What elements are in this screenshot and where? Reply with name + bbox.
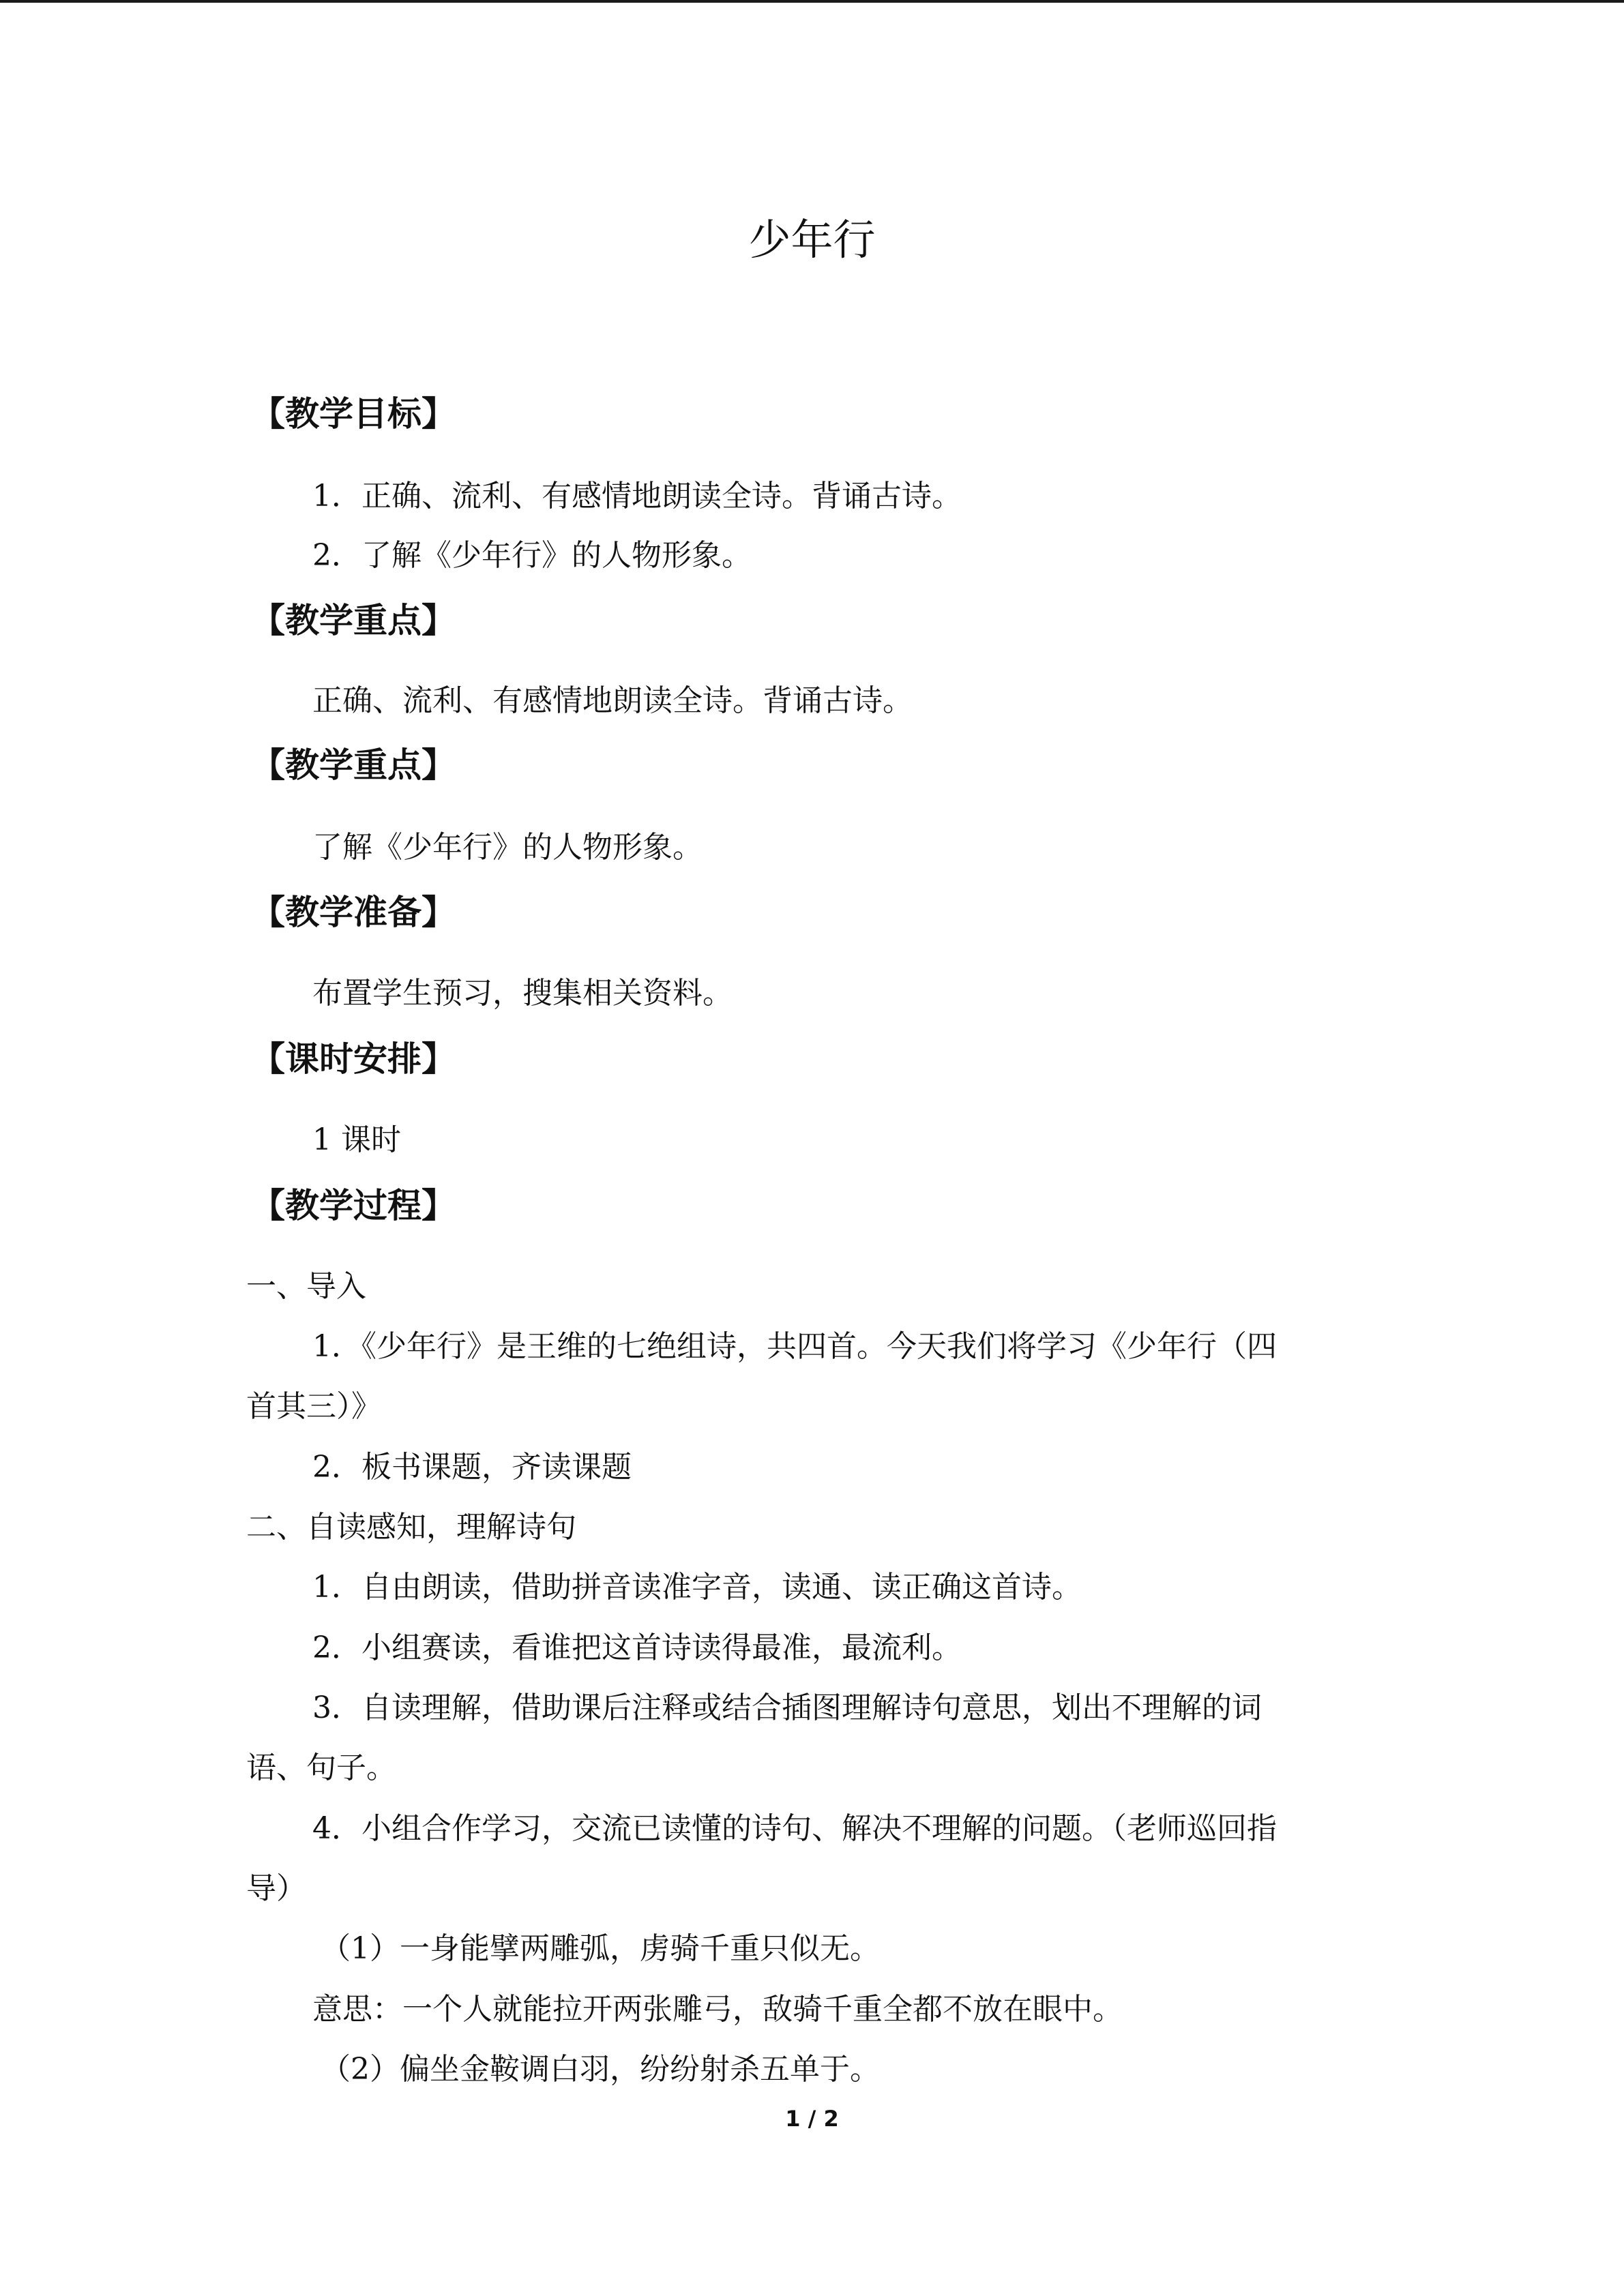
part1-item2: 2．板书课题，齐读课题 — [312, 1450, 632, 1485]
heading-key-points: 【教学重点】 — [251, 601, 456, 640]
objective-item-2: 2．了解《少年行》的人物形象。 — [312, 538, 752, 573]
heading-preparation: 【教学准备】 — [251, 893, 456, 932]
objective-item-1: 1．正确、流利、有感情地朗读全诗。背诵古诗。 — [312, 479, 962, 513]
part2-item3-line1: 3．自读理解，借助课后注释或结合插图理解诗句意思，划出不理解的词 — [312, 1690, 1262, 1725]
heading-schedule: 【课时安排】 — [251, 1039, 456, 1079]
heading-process: 【教学过程】 — [251, 1186, 456, 1225]
preparation-text: 布置学生预习，搜集相关资料。 — [312, 976, 733, 1011]
schedule-text: 1 课时 — [312, 1122, 401, 1157]
document-title: 少年行 — [748, 215, 876, 265]
part1-item1-line1: 1．《少年行》是王维的七绝组诗，共四首。今天我们将学习《少年行（四 — [312, 1329, 1277, 1364]
part2-title: 二、自读感知，理解诗句 — [246, 1510, 576, 1545]
part2-item3-line2: 语、句子。 — [246, 1750, 396, 1785]
key-points-text: 正确、流利、有感情地朗读全诗。背诵古诗。 — [312, 683, 913, 718]
verse-2: （2）偏坐金鞍调白羽，纷纷射杀五单于。 — [321, 2052, 880, 2087]
top-border — [0, 0, 1624, 3]
part2-item4-line1: 4．小组合作学习，交流已读懂的诗句、解决不理解的问题。（老师巡回指 — [312, 1811, 1277, 1846]
heading-difficult-points: 【教学重点】 — [251, 745, 456, 785]
heading-objectives: 【教学目标】 — [251, 394, 456, 434]
part1-item1-line2: 首其三）》 — [246, 1389, 381, 1424]
part2-item2: 2．小组赛读，看谁把这首诗读得最准，最流利。 — [312, 1630, 962, 1665]
part2-item4-line2: 导） — [246, 1871, 306, 1906]
part2-item1: 1．自由朗读，借助拼音读准字音，读通、读正确这首诗。 — [312, 1570, 1082, 1605]
difficult-points-text: 了解《少年行》的人物形象。 — [312, 830, 703, 865]
meaning-1: 意思：一个人就能拉开两张雕弓，敌骑千重全都不放在眼中。 — [312, 1992, 1123, 2027]
page-number: 1 / 2 — [785, 2106, 839, 2132]
verse-1: （1）一身能擘两雕弧，虏骑千重只似无。 — [321, 1931, 880, 1966]
part1-title: 一、导入 — [246, 1269, 366, 1304]
